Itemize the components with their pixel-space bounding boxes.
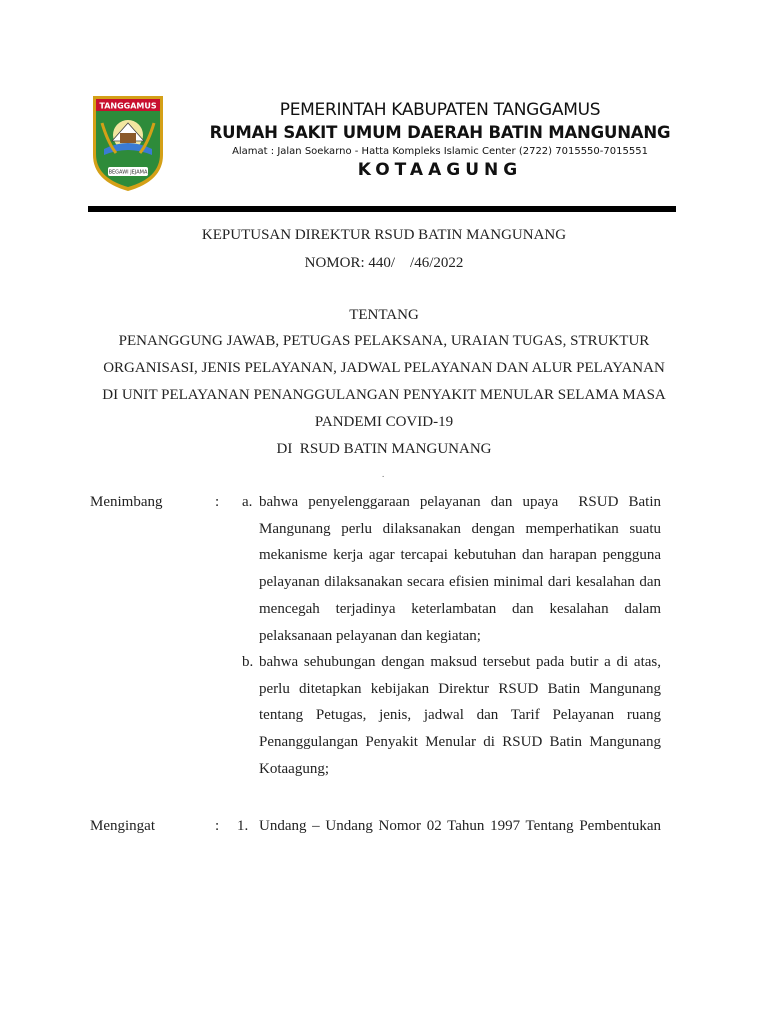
decree-subject-line: PENANGGUNG JAWAB, PETUGAS PELAKSANA, URAIAN TUGAS, STRUKTUR	[118, 333, 650, 349]
menimbang-item-a	[259, 489, 661, 649]
decree-about: TENTANG	[349, 307, 419, 323]
paragraph-line: perlu ditetapkan kebijakan Direktur RSUD Batin Mangunang	[259, 680, 661, 697]
decree-subject-line: DI UNIT PELAYANAN PENANGGULANGAN PENYAKIT MENULAR SELAMA MASA	[102, 387, 666, 403]
svg-text:TANGGAMUS: TANGGAMUS	[99, 101, 157, 111]
item-marker: a.	[242, 494, 253, 510]
paragraph-line: bahwa sehubungan dengan maksud tersebut pada butir a di atas,	[259, 654, 661, 670]
mengingat-item-1	[259, 818, 661, 835]
decree-subject-line: DI RSUD BATIN MANGUNANG	[276, 441, 492, 457]
decree-subject-line: ORGANISASI, JENIS PELAYANAN, JADWAL PELAYANAN DAN ALUR PELAYANAN	[103, 360, 665, 376]
menimbang-item-b	[259, 649, 661, 783]
paragraph-line: bahwa penyelenggaraan pelayanan dan upaya RSUD Batin	[259, 494, 661, 510]
paragraph-line: Penanggulangan Penyakit Menular di RSUD Batin Mangunang	[259, 734, 661, 751]
letterhead-government: PEMERINTAH KABUPATEN TANGGAMUS	[279, 100, 601, 120]
letterhead-address: Alamat : Jalan Soekarno - Hatta Kompleks Islamic Center (2722) 7015550-7015551	[232, 146, 648, 157]
letterhead-hospital-name: RUMAH SAKIT UMUM DAERAH BATIN MANGUNANG	[209, 123, 671, 142]
paragraph-line: Undang – Undang Nomor 02 Tahun 1997 Tentang Pembentukan	[259, 818, 661, 834]
letterhead-city: KOTAAGUNG	[357, 160, 523, 180]
paragraph-line: mekanisme kerja agar tercapai kebutuhan dan harapan pengguna	[259, 547, 661, 564]
section-label-mengingat: Mengingat	[90, 818, 155, 834]
section-colon: :	[215, 494, 220, 510]
letterhead-divider	[88, 206, 676, 212]
item-marker: 1.	[237, 818, 249, 834]
paragraph-line: mencegah terjadinya keterlambatan dan kesalahan dalam	[259, 600, 661, 617]
decree-number: NOMOR: 440/ /46/2022	[304, 255, 464, 271]
svg-text:BEGAWI JEJAMA: BEGAWI JEJAMA	[108, 169, 148, 176]
decree-subject-line: PANDEMI COVID-19	[314, 414, 454, 430]
paragraph-line: Mangunang perlu dilaksanakan dengan memperhatikan suatu	[259, 520, 661, 537]
separator-dot: .	[382, 469, 385, 479]
section-colon: :	[215, 818, 220, 834]
decree-title: KEPUTUSAN DIREKTUR RSUD BATIN MANGUNANG	[201, 227, 567, 243]
paragraph-line: pelayanan dilaksanakan secara efisien minimal dari kesalahan dan	[259, 574, 661, 591]
paragraph-line: Kotaagung;	[259, 760, 329, 777]
tanggamus-regency-logo	[90, 93, 166, 193]
item-marker: b.	[242, 654, 254, 670]
paragraph-line: pelaksanaan pelayanan dan kegiatan;	[259, 627, 481, 644]
section-label-menimbang: Menimbang	[90, 494, 163, 510]
paragraph-line: tentang Petugas, jenis, jadwal dan Tarif Pelayanan ruang	[259, 707, 661, 724]
